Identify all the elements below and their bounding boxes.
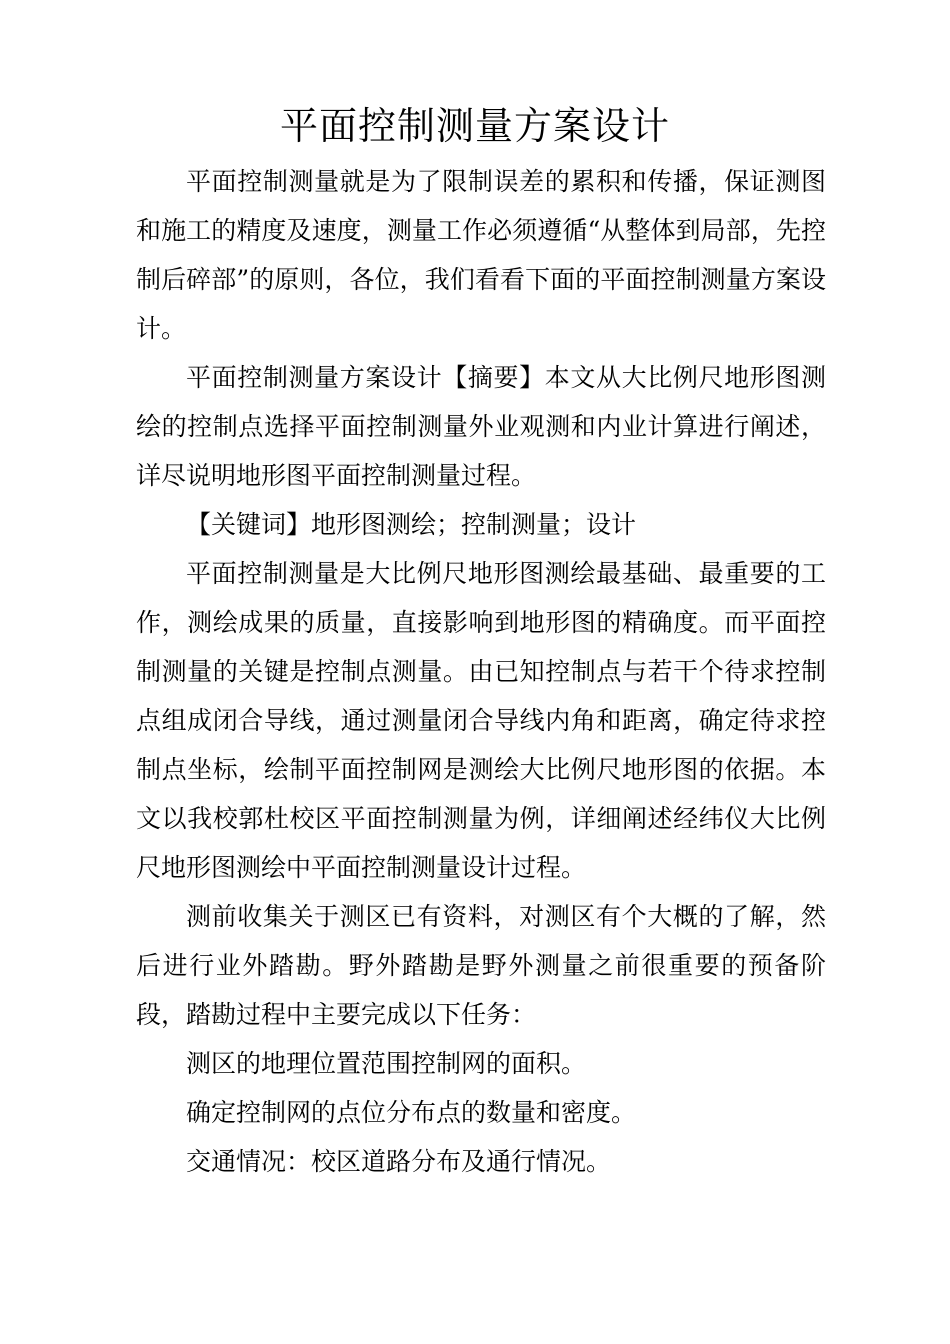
paragraph-survey-prep: 测前收集关于测区已有资料，对测区有个大概的了解，然后进行业外踏勘。野外踏勘是野外测量之前很重要的预备阶段，踏勘过程中主要完成以下任务： <box>136 902 826 1029</box>
paragraph-task-area: 测区的地理位置范围控制网的面积。 <box>186 1049 587 1078</box>
paragraph-overview: 平面控制测量是大比例尺地形图测绘最基础、最重要的工作，测绘成果的质量，直接影响到地形图的精确度。而平面控制测量的关键是控制点测量。由已知控制点与若干个待求控制点组成闭合导线，通过测量闭合导线内角和距离，确定待求控制点坐标，绘制平面控制网是测绘大比例尺地形图的依据。本文以我校郭杜校区平面控制测量为例，详细阐述经纬仪大比例尺地形图测绘中平面控制测量设计过程。 <box>136 559 826 882</box>
paragraph-task-traffic: 交通情况：校区道路分布及通行情况。 <box>186 1147 612 1176</box>
paragraph-intro: 平面控制测量就是为了限制误差的累积和传播，保证测图和施工的精度及速度，测量工作必须遵循“从整体到局部，先控制后碎部”的原则，各位，我们看看下面的平面控制测量方案设计。 <box>136 167 826 343</box>
paragraph-abstract: 平面控制测量方案设计【摘要】本文从大比例尺地形图测绘的控制点选择平面控制测量外业观测和内业计算进行阐述，详尽说明地形图平面控制测量过程。 <box>136 363 826 490</box>
document-body <box>136 157 826 1186</box>
paragraph-keywords: 【关键词】地形图测绘；控制测量；设计 <box>186 510 637 539</box>
document-title: 平面控制测量方案设计 <box>279 104 670 148</box>
paragraph-task-points: 确定控制网的点位分布点的数量和密度。 <box>186 1098 637 1127</box>
